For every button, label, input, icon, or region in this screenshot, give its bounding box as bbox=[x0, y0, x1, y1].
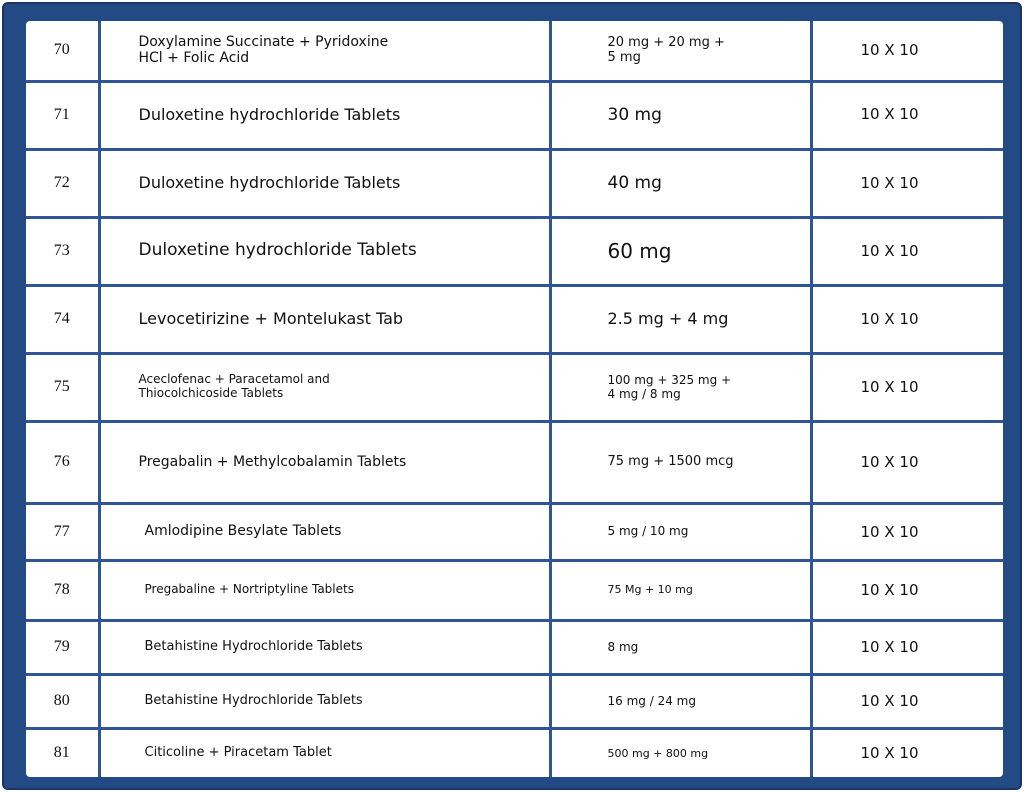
pack-size: 10 X 10 bbox=[811, 217, 1003, 285]
product-name: Doxylamine Succinate + Pyridoxine HCl + Folic Acid bbox=[99, 21, 550, 81]
product-name: Pregabaline + Nortriptyline Tablets bbox=[99, 560, 550, 620]
serial-number: 74 bbox=[26, 285, 99, 353]
table-row bbox=[26, 149, 1003, 217]
serial-number: 73 bbox=[26, 217, 99, 285]
product-strength: 16 mg / 24 mg bbox=[550, 674, 811, 728]
table-row bbox=[26, 353, 1003, 421]
product-strength: 40 mg bbox=[550, 149, 811, 217]
serial-number: 79 bbox=[26, 620, 99, 674]
pack-size: 10 X 10 bbox=[811, 674, 1003, 728]
serial-number: 75 bbox=[26, 353, 99, 421]
pack-size: 10 X 10 bbox=[811, 149, 1003, 217]
table-row bbox=[26, 285, 1003, 353]
product-name: Betahistine Hydrochloride Tablets bbox=[99, 674, 550, 728]
serial-number: 76 bbox=[26, 421, 99, 503]
pack-size: 10 X 10 bbox=[811, 21, 1003, 81]
pack-size: 10 X 10 bbox=[811, 503, 1003, 560]
product-strength: 100 mg + 325 mg + 4 mg / 8 mg bbox=[550, 353, 811, 421]
product-table-sheet bbox=[26, 21, 1003, 777]
product-name: Levocetirizine + Montelukast Tab bbox=[99, 285, 550, 353]
pack-size: 10 X 10 bbox=[811, 620, 1003, 674]
product-name: Duloxetine hydrochloride Tablets bbox=[99, 81, 550, 149]
product-strength: 2.5 mg + 4 mg bbox=[550, 285, 811, 353]
table-row bbox=[26, 728, 1003, 777]
table-row bbox=[26, 503, 1003, 560]
pack-size: 10 X 10 bbox=[811, 81, 1003, 149]
serial-number: 72 bbox=[26, 149, 99, 217]
pack-size: 10 X 10 bbox=[811, 421, 1003, 503]
table-row bbox=[26, 421, 1003, 503]
product-strength: 20 mg + 20 mg + 5 mg bbox=[550, 21, 811, 81]
serial-number: 71 bbox=[26, 81, 99, 149]
pack-size: 10 X 10 bbox=[811, 285, 1003, 353]
serial-number: 70 bbox=[26, 21, 99, 81]
product-strength: 5 mg / 10 mg bbox=[550, 503, 811, 560]
product-strength: 30 mg bbox=[550, 81, 811, 149]
serial-number: 78 bbox=[26, 560, 99, 620]
table-row bbox=[26, 21, 1003, 81]
page-frame bbox=[2, 2, 1022, 790]
product-name: Pregabalin + Methylcobalamin Tablets bbox=[99, 421, 550, 503]
pack-size: 10 X 10 bbox=[811, 353, 1003, 421]
product-table bbox=[26, 21, 1003, 777]
table-row bbox=[26, 81, 1003, 149]
product-strength: 500 mg + 800 mg bbox=[550, 728, 811, 777]
serial-number: 81 bbox=[26, 728, 99, 777]
product-name: Betahistine Hydrochloride Tablets bbox=[99, 620, 550, 674]
serial-number: 77 bbox=[26, 503, 99, 560]
product-strength: 8 mg bbox=[550, 620, 811, 674]
table-row bbox=[26, 674, 1003, 728]
product-strength: 75 Mg + 10 mg bbox=[550, 560, 811, 620]
product-name: Citicoline + Piracetam Tablet bbox=[99, 728, 550, 777]
pack-size: 10 X 10 bbox=[811, 560, 1003, 620]
table-row bbox=[26, 217, 1003, 285]
serial-number: 80 bbox=[26, 674, 99, 728]
table-row bbox=[26, 560, 1003, 620]
product-name: Aceclofenac + Paracetamol and Thiocolchicoside Tablets bbox=[99, 353, 550, 421]
pack-size: 10 X 10 bbox=[860, 744, 919, 763]
table-row bbox=[26, 620, 1003, 674]
product-strength: 75 mg + 1500 mcg bbox=[550, 421, 811, 503]
product-name: Duloxetine hydrochloride Tablets bbox=[99, 217, 550, 285]
product-strength: 60 mg bbox=[550, 217, 811, 285]
product-name: Amlodipine Besylate Tablets bbox=[99, 503, 550, 560]
product-name: Duloxetine hydrochloride Tablets bbox=[99, 149, 550, 217]
